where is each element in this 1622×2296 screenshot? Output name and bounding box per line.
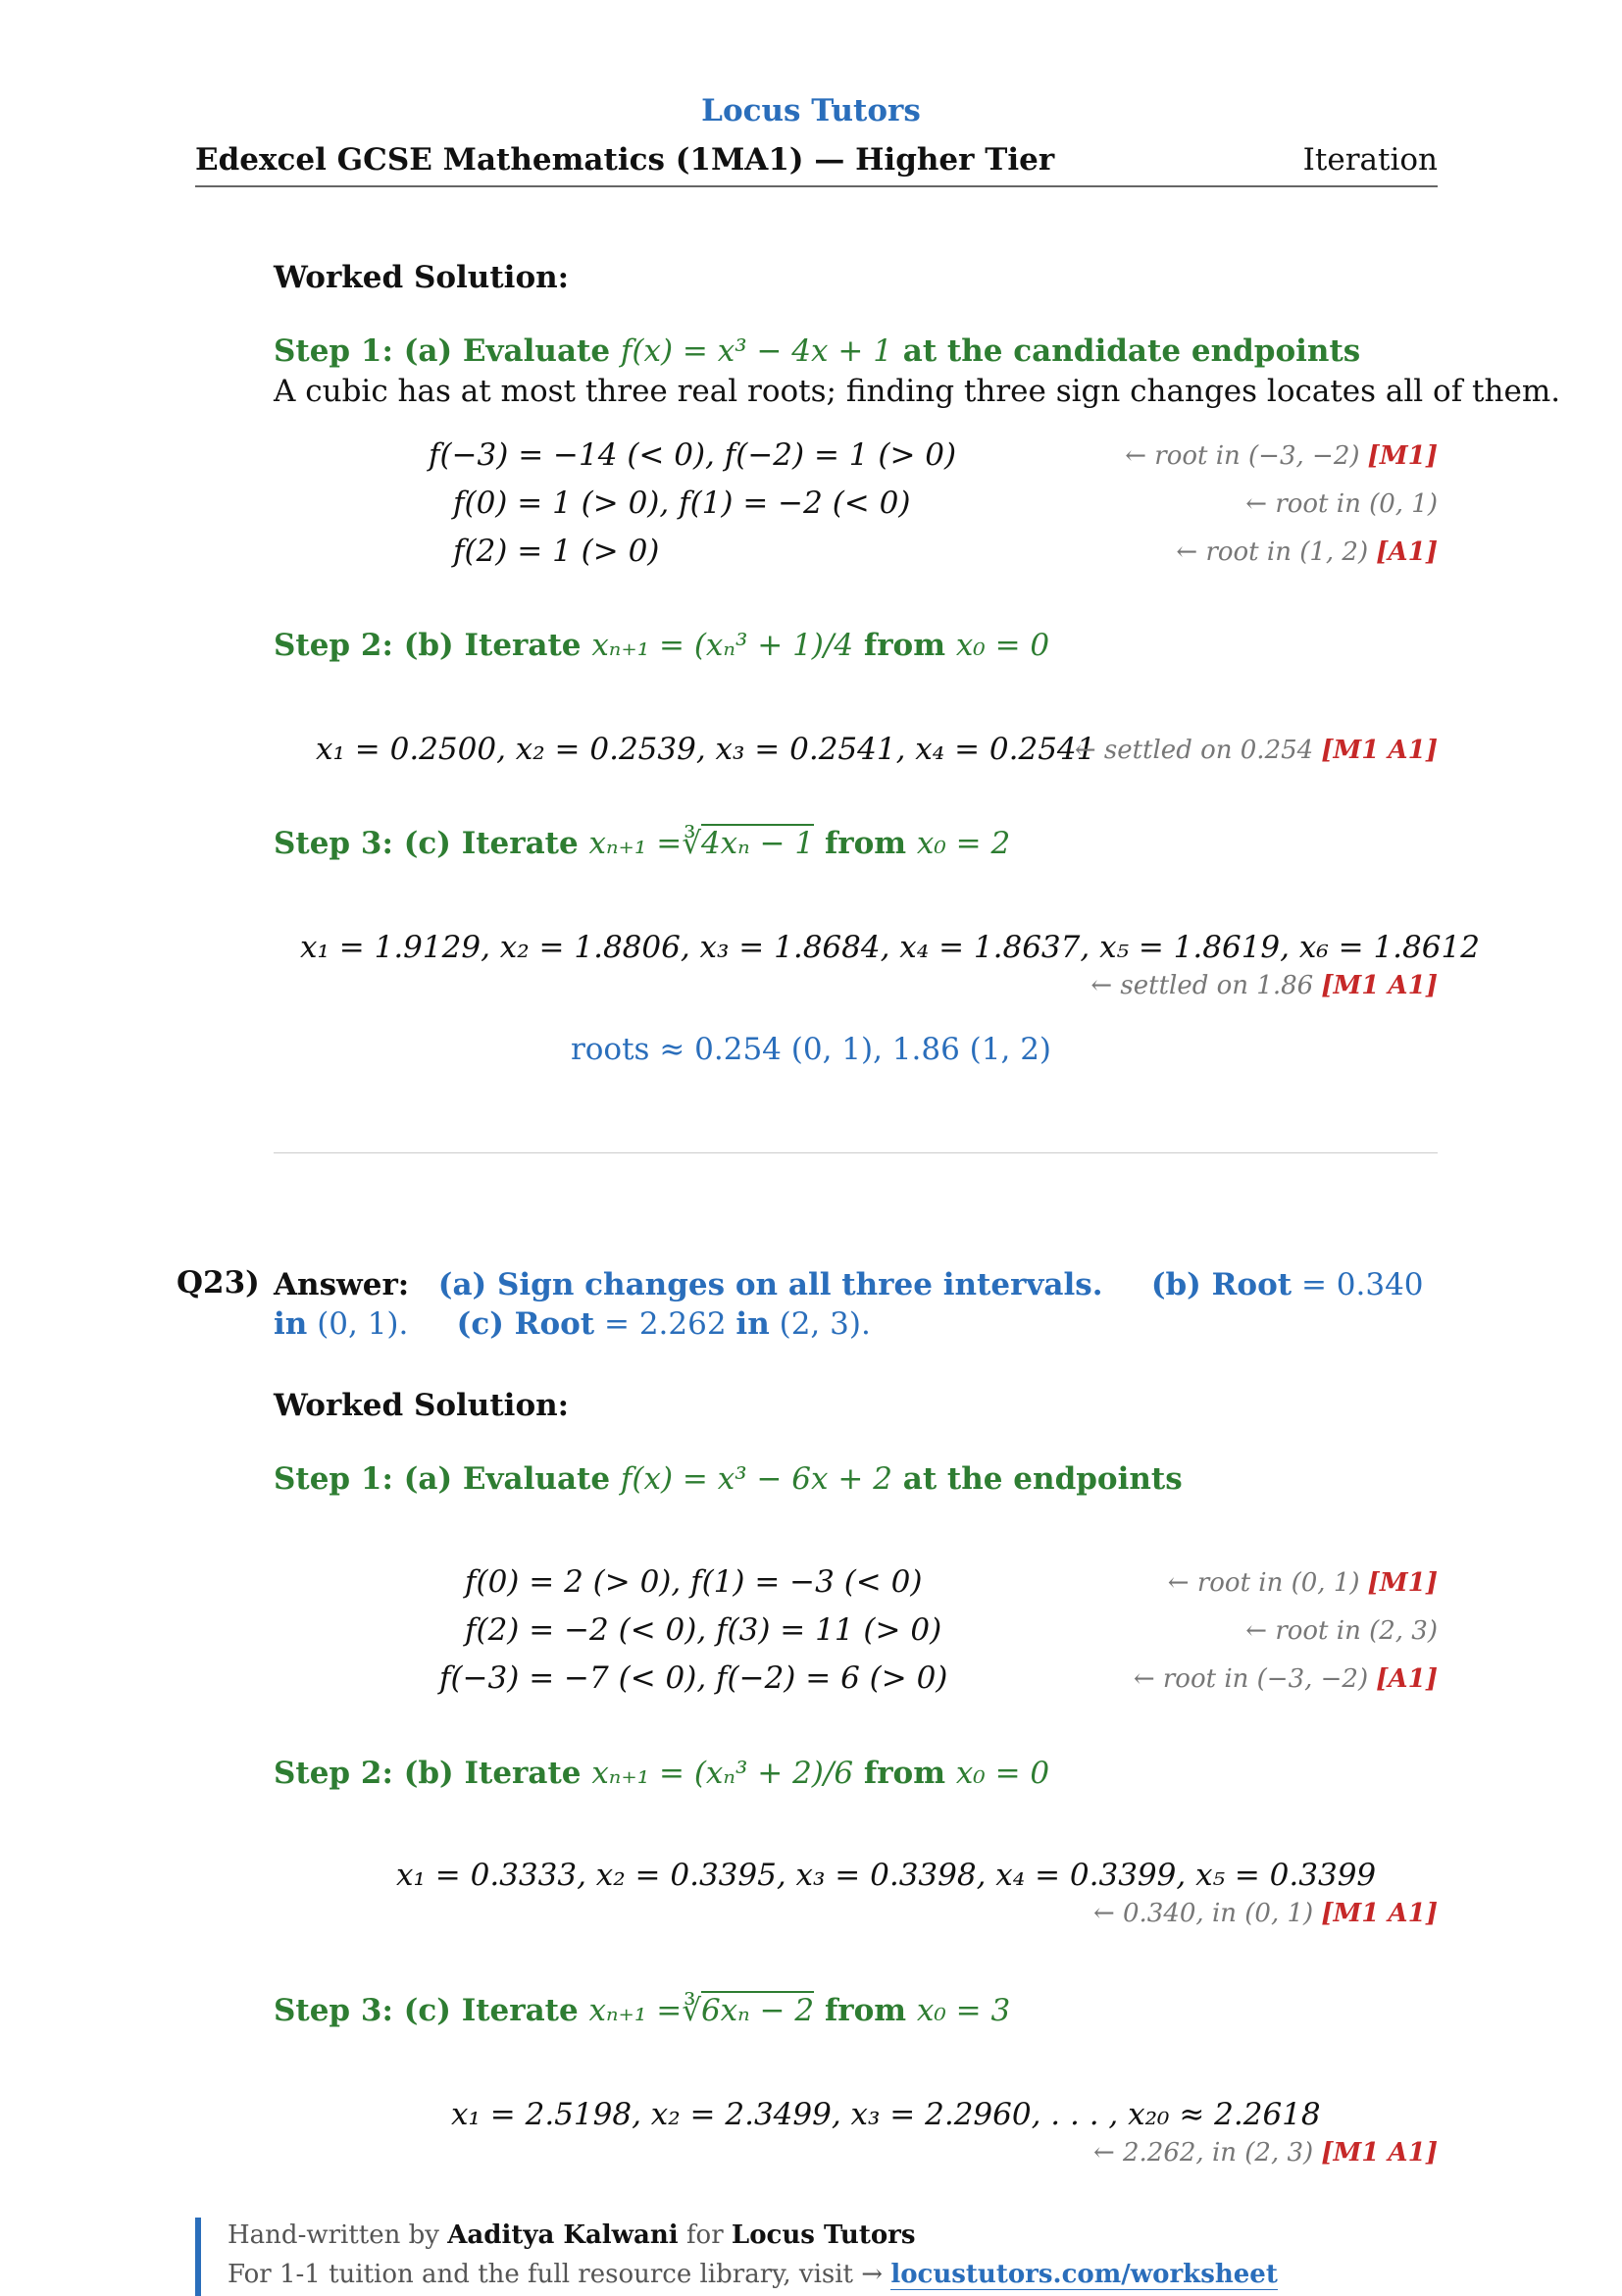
- note-text: ← root in (2, 3): [1245, 1616, 1438, 1646]
- brand-title: Locus Tutors: [701, 93, 921, 128]
- note-text: ← root in (−3, −2): [1125, 441, 1360, 471]
- footer-visit: [228, 2260, 1278, 2289]
- answer-c-interval: (2, 3).: [779, 1306, 871, 1342]
- cube-root-sign: ∛: [682, 826, 701, 861]
- step-prefix: Step 2: (b) Iterate: [274, 1756, 582, 1791]
- step-prefix: Step 2: (b) Iterate: [274, 628, 582, 663]
- section-divider: [274, 1152, 1438, 1153]
- q23-step1-note: [1245, 1616, 1438, 1646]
- q23-step1-line: f(0) = 2 (> 0), f(1) = −3 (< 0): [465, 1564, 923, 1600]
- footer-accent-bar: [195, 2218, 201, 2296]
- note-text: ← root in (0, 1): [1245, 489, 1438, 519]
- note-text: ← root in (0, 1): [1167, 1568, 1360, 1598]
- step-math: xₙ₊₁ = (xₙ³ + 2)/6: [591, 1756, 854, 1791]
- q22-step2-heading: [274, 628, 1049, 663]
- course-title: Edexcel GCSE Mathematics (1MA1) — Higher Tier: [195, 142, 1055, 178]
- cube-root-sign: ∛: [682, 1993, 701, 2028]
- answer-c-value: = 2.262: [603, 1306, 727, 1342]
- q23-step2-heading: [274, 1756, 1049, 1791]
- q22-step1-line: f(2) = 1 (> 0): [453, 534, 660, 569]
- answer-b-in: in: [274, 1306, 308, 1342]
- note-text: ← 2.262, in (2, 3): [1092, 2138, 1314, 2168]
- q22-step1-line: f(−3) = −14 (< 0), f(−2) = 1 (> 0): [429, 437, 957, 473]
- q22-step3-note: [1090, 971, 1438, 1000]
- mark-badge: [M1 A1]: [1321, 971, 1438, 1000]
- question-number: Q23): [177, 1265, 260, 1301]
- q22-step2-note: [1075, 736, 1438, 765]
- q22-step3-heading: [274, 826, 1010, 861]
- mark-badge: [M1]: [1367, 441, 1438, 471]
- q23-step1-line: f(−3) = −7 (< 0), f(−2) = 6 (> 0): [439, 1660, 948, 1696]
- step-start: x₀ = 3: [916, 1993, 1011, 2028]
- q22-step1-note: [1176, 537, 1438, 567]
- mark-badge: [A1]: [1376, 537, 1438, 567]
- worked-solution-heading: Worked Solution:: [274, 1388, 570, 1423]
- footer-credit: [228, 2220, 916, 2250]
- note-text: ← root in (1, 2): [1176, 537, 1369, 567]
- q23-step1-note: [1168, 1568, 1438, 1598]
- answer-a: (a) Sign changes on all three intervals.: [437, 1267, 1103, 1302]
- q23-step3-heading: [274, 1993, 1010, 2028]
- q23-step2-note: [1093, 1899, 1438, 1928]
- q22-step1-heading: [274, 333, 1360, 369]
- mark-badge: [M1]: [1367, 1568, 1438, 1598]
- step-from: from: [863, 628, 946, 663]
- topic-label: Iteration: [1302, 142, 1438, 178]
- answer-label: Answer:: [274, 1267, 410, 1302]
- answer-b-prefix: (b) Root: [1150, 1267, 1293, 1302]
- q23-step1-heading: [274, 1461, 1183, 1497]
- answer-c-in: in: [735, 1306, 770, 1342]
- step-math-radicand: 6xₙ − 2: [700, 1993, 815, 2028]
- footer-link[interactable]: locustutors.com/worksheet: [890, 2260, 1278, 2289]
- q23-step3-note: [1093, 2138, 1438, 2168]
- step-from: from: [824, 826, 907, 861]
- answer-b-interval: (0, 1).: [317, 1306, 409, 1342]
- footer-credit-prefix: Hand-written by: [228, 2220, 439, 2250]
- step-prefix: Step 3: (c) Iterate: [274, 1993, 579, 2028]
- step-math-lhs: xₙ₊₁ =: [588, 826, 683, 861]
- q22-step3-iterations: x₁ = 1.9129, x₂ = 1.8806, x₃ = 1.8684, x₄ = 1.8637, x₅ = 1.8619, x₆ = 1.8612: [300, 930, 1480, 965]
- q23-answer: [274, 1265, 1441, 1344]
- step-from: from: [824, 1993, 907, 2028]
- footer-credit-mid: for: [685, 2220, 724, 2250]
- footer-org: Locus Tutors: [731, 2220, 916, 2250]
- footer-author: Aaditya Kalwani: [447, 2220, 679, 2250]
- q22-step1-note: [1245, 489, 1438, 519]
- header-rule: [195, 185, 1438, 187]
- step-math-lhs: xₙ₊₁ =: [588, 1993, 683, 2028]
- q22-roots-summary: roots ≈ 0.254 (0, 1), 1.86 (1, 2): [570, 1032, 1052, 1067]
- q22-step2-iterations: x₁ = 0.2500, x₂ = 0.2539, x₃ = 0.2541, x₄ = 0.2541: [316, 732, 1096, 767]
- mark-badge: [M1 A1]: [1321, 2138, 1438, 2168]
- step-prefix: Step 3: (c) Iterate: [274, 826, 579, 861]
- q23-step3-iterations: x₁ = 2.5198, x₂ = 2.3499, x₃ = 2.2960, . . . , x₂₀ ≈ 2.2618: [451, 2097, 1321, 2132]
- mark-badge: [M1 A1]: [1321, 1899, 1438, 1928]
- worked-solution-heading: Worked Solution:: [274, 260, 570, 295]
- step-math: xₙ₊₁ = (xₙ³ + 1)/4: [591, 628, 854, 663]
- step-suffix: at the endpoints: [902, 1461, 1183, 1497]
- mark-badge: [A1]: [1376, 1664, 1438, 1694]
- step-prefix: Step 1: (a) Evaluate: [274, 333, 611, 369]
- step-math-radicand: 4xₙ − 1: [700, 826, 815, 861]
- step-start: x₀ = 0: [955, 628, 1050, 663]
- answer-b-value: = 0.340: [1300, 1267, 1424, 1302]
- footer-visit-text: For 1-1 tuition and the full resource library, visit →: [228, 2260, 884, 2289]
- q23-step1-note: [1134, 1664, 1438, 1694]
- step-suffix: at the candidate endpoints: [902, 333, 1361, 369]
- q22-step1-text: A cubic has at most three real roots; finding three sign changes locates all of them.: [274, 374, 1561, 409]
- step-start: x₀ = 0: [955, 1756, 1050, 1791]
- note-text: ← settled on 1.86: [1090, 971, 1314, 1000]
- q23-step1-line: f(2) = −2 (< 0), f(3) = 11 (> 0): [465, 1612, 942, 1648]
- answer-c-prefix: (c) Root: [456, 1306, 595, 1342]
- q22-step1-note: [1125, 441, 1438, 471]
- q23-step2-iterations: x₁ = 0.3333, x₂ = 0.3395, x₃ = 0.3398, x₄ = 0.3399, x₅ = 0.3399: [396, 1858, 1377, 1893]
- q22-step1-line: f(0) = 1 (> 0), f(1) = −2 (< 0): [453, 485, 911, 521]
- step-prefix: Step 1: (a) Evaluate: [274, 1461, 611, 1497]
- note-text: ← 0.340, in (0, 1): [1092, 1899, 1314, 1928]
- step-from: from: [863, 1756, 946, 1791]
- mark-badge: [M1 A1]: [1321, 736, 1438, 765]
- step-math: f(x) = x³ − 4x + 1: [620, 333, 892, 369]
- note-text: ← settled on 0.254: [1074, 736, 1314, 765]
- step-math: f(x) = x³ − 6x + 2: [620, 1461, 892, 1497]
- step-start: x₀ = 2: [916, 826, 1011, 861]
- note-text: ← root in (−3, −2): [1133, 1664, 1369, 1694]
